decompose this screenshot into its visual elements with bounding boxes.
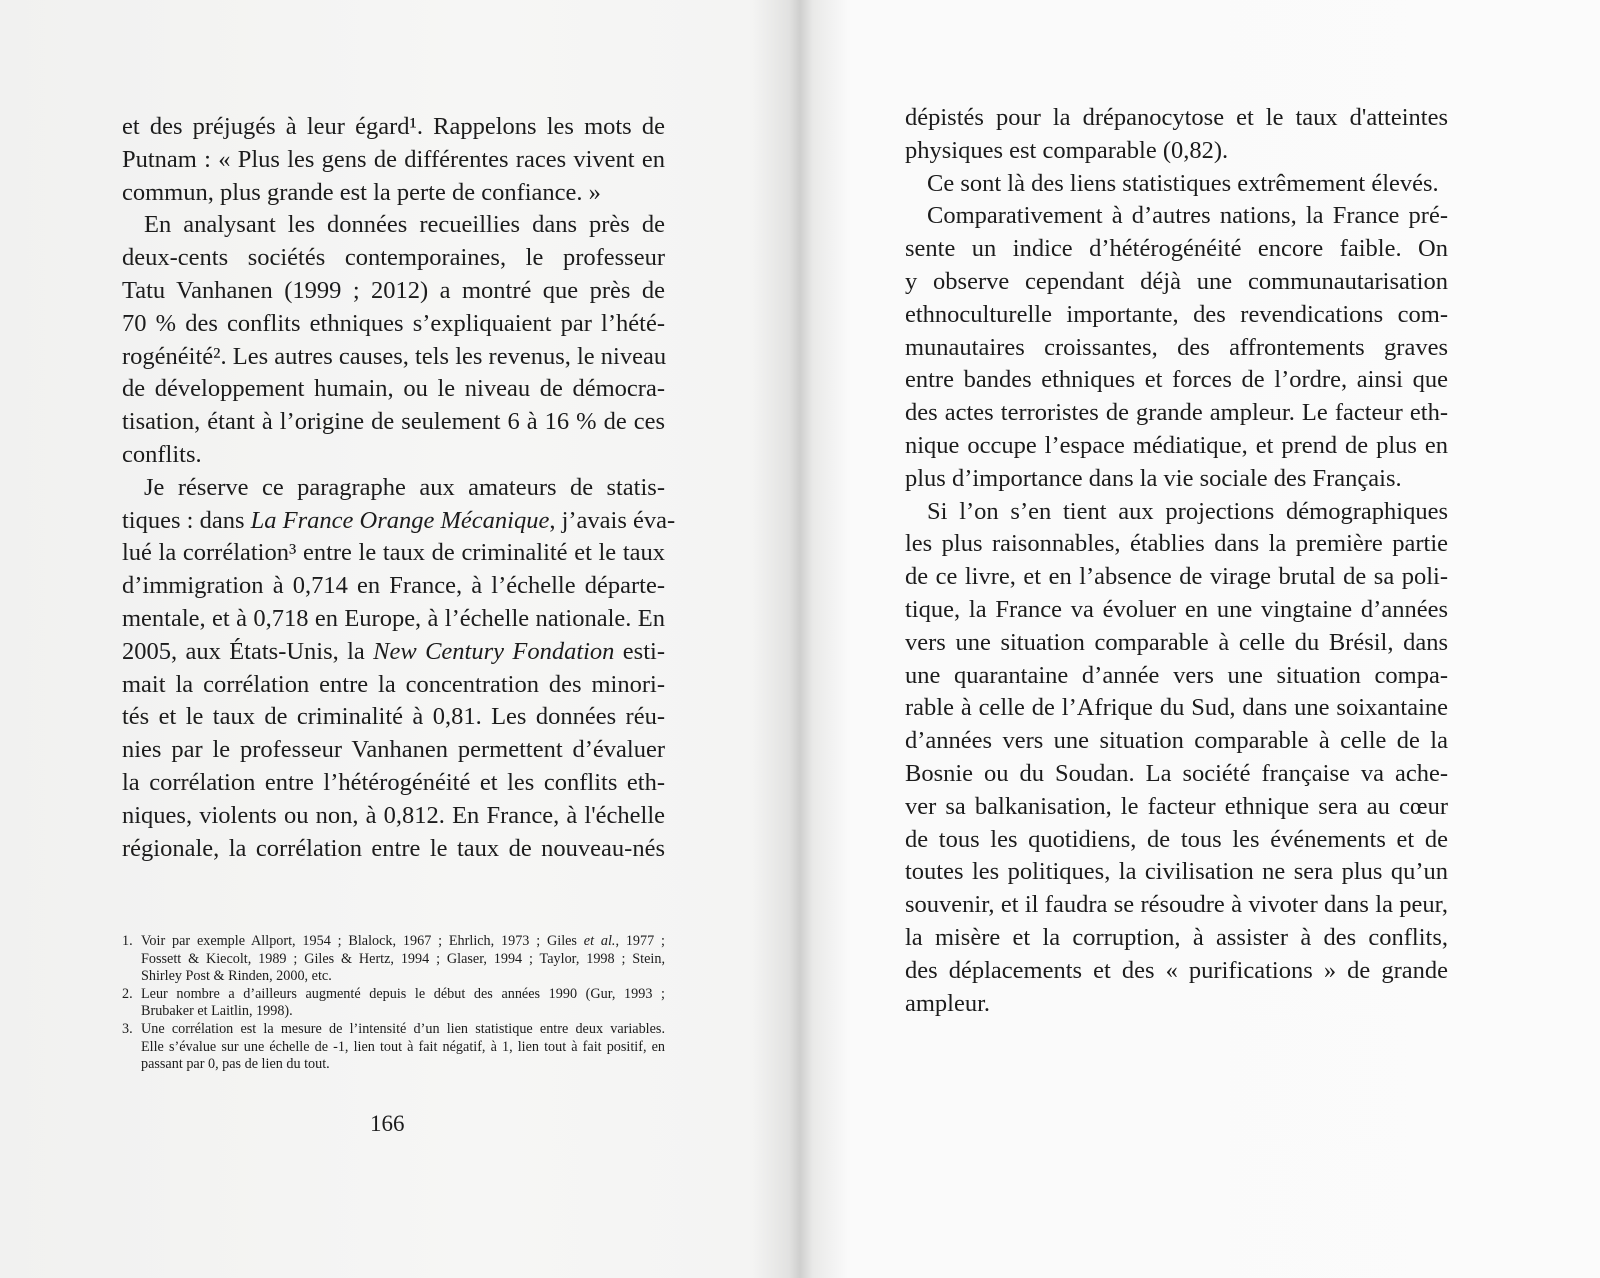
text-run: d’années vers une situation comparable à celle de la — [905, 727, 1448, 755]
footnote-text — [141, 933, 665, 986]
text-run: ampleur. — [905, 989, 991, 1017]
text-line — [905, 528, 1448, 561]
text-line — [122, 308, 665, 341]
text-line — [122, 242, 665, 275]
text-line — [122, 406, 665, 439]
text-line — [122, 833, 665, 866]
text-line — [905, 889, 1448, 922]
text-run: Je réserve ce paragraphe aux amateurs de statis- — [144, 473, 665, 501]
text-run: Tatu Vanhanen (1999 ; 2012) a montré que près de — [122, 276, 665, 304]
text-run: Bosnie ou du Soudan. La société française va ache- — [905, 759, 1448, 787]
text-run: tés et le taux de criminalité à 0,81. Les données réu- — [122, 703, 665, 731]
text-run: de développement humain, ou le niveau de démocra- — [122, 375, 665, 403]
footnote-text — [141, 1021, 665, 1074]
text-run: Ce sont là des liens statistiques extrêmement élevés. — [927, 169, 1439, 197]
text-run: Leur nombre a d’ailleurs augmenté depuis le début des années 1990 (Gur, 1993 ; — [141, 985, 665, 1002]
text-run: lué la corrélation³ entre le taux de criminalité et le taux — [122, 539, 665, 567]
text-line — [122, 209, 665, 242]
text-line — [905, 594, 1448, 627]
text-run: dépistés pour la drépanocytose et le taux d'atteintes — [905, 104, 1448, 131]
right-page-body-text — [905, 102, 1448, 1020]
text-line — [122, 275, 665, 308]
text-run: une quarantaine d’année vers une situation compa- — [905, 661, 1448, 689]
text-run: deux-cents sociétés contemporaines, le professeur — [122, 244, 665, 272]
text-line — [122, 570, 665, 603]
left-page-body-text — [122, 111, 676, 865]
footnote-number: 3. — [122, 1020, 133, 1037]
text-line — [905, 233, 1448, 266]
text-run: mait la corrélation entre la concentration des minori- — [122, 670, 665, 698]
text-line — [122, 373, 665, 406]
text-line — [122, 734, 665, 767]
text-run: tiques : dans — [122, 506, 251, 534]
text-run: Elle s’évalue sur une échelle de -1, lien tout à fait négatif, à 1, lien tout à fait positif, en — [141, 1038, 665, 1055]
footnote — [122, 933, 665, 986]
text-run: Si l’on s’en tient aux projections démographiques — [927, 497, 1448, 525]
text-line — [905, 988, 1448, 1021]
text-line — [122, 800, 665, 833]
footnote-line — [141, 1021, 665, 1039]
text-run: de tous les quotidiens, de tous les événements et de — [905, 825, 1448, 853]
text-line — [905, 692, 1448, 725]
text-run: mentale, et à 0,718 en Europe, à l’échelle nationale. En — [122, 604, 665, 632]
text-line — [122, 636, 665, 669]
text-run: , j’avais éva- — [549, 506, 676, 534]
text-run: Shirley Post & Rinden, 2000, etc. — [141, 968, 332, 985]
italic-text: New Century Fondation — [373, 637, 615, 665]
text-line — [905, 397, 1448, 430]
text-line — [905, 430, 1448, 463]
text-run: niques, violents ou non, à 0,812. En France, à l'échelle — [122, 801, 665, 829]
footnote-line — [141, 1003, 665, 1021]
text-line — [905, 660, 1448, 693]
text-run: En analysant les données recueillies dans près de — [144, 211, 665, 239]
text-run: régionale, la corrélation entre le taux de nouveau-nés — [122, 834, 665, 862]
text-line — [905, 102, 1448, 135]
text-line — [122, 144, 665, 177]
text-line — [905, 725, 1448, 758]
text-line — [122, 341, 665, 374]
text-run: y observe cependant déjà une communautarisation — [905, 267, 1448, 295]
text-line — [122, 177, 665, 210]
text-run: tisation, étant à l’origine de seulement 6 à 16 % de ces — [122, 408, 665, 436]
text-run: et des préjugés à leur égard¹. Rappelons les mots de — [122, 113, 665, 140]
text-run: Fossett & Kiecolt, 1989 ; Giles & Hertz, 1994 ; Glaser, 1994 ; Taylor, 1998 ; Stein, — [141, 950, 665, 967]
footnote-line — [141, 968, 665, 986]
text-line — [905, 496, 1448, 529]
text-run: de ce livre, et en l’absence de virage brutal de sa poli- — [905, 563, 1448, 591]
italic-text: La France Orange Mécanique — [250, 506, 550, 534]
text-line — [905, 135, 1448, 168]
text-run: sente un indice d’hétérogénéité encore faible. On — [905, 235, 1448, 263]
footnotes — [122, 933, 665, 1074]
text-run: esti- — [614, 637, 665, 665]
text-line — [122, 472, 665, 505]
text-run: , 1977 ; — [615, 933, 665, 949]
text-line — [905, 922, 1448, 955]
text-run: nies par le professeur Vanhanen permettent d’évaluer — [122, 736, 665, 764]
text-run: passant par 0, pas de lien du tout. — [141, 1056, 330, 1073]
text-line — [122, 439, 665, 472]
text-run: la corrélation entre l’hétérogénéité et les conflits eth- — [122, 768, 665, 796]
footnote-number: 1. — [122, 933, 133, 949]
text-run: conflits. — [122, 440, 202, 468]
text-line — [905, 332, 1448, 365]
text-run: 2005, aux États-Unis, la — [122, 637, 374, 665]
text-run: ethnoculturelle importante, des revendications com- — [905, 300, 1448, 328]
text-run: des déplacements et des « purifications » de grande — [905, 956, 1448, 984]
text-run: des actes terroristes de grande ampleur. Le facteur eth- — [905, 399, 1448, 427]
text-run: rogénéité². Les autres causes, tels les revenus, le niveau — [122, 342, 667, 370]
page-number: 166 — [370, 1111, 405, 1136]
text-run: Voir par exemple Allport, 1954 ; Blalock, 1967 ; Ehrlich, 1973 ; Giles — [141, 933, 584, 949]
text-run: toutes les politiques, la civilisation ne sera plus qu’un — [905, 858, 1448, 886]
text-run: 70 % des conflits ethniques s’expliquaient par l’hété- — [122, 309, 665, 337]
text-run: Putnam : « Plus les gens de différentes races vivent en — [122, 145, 665, 173]
text-line — [122, 603, 665, 636]
text-line — [905, 955, 1448, 988]
footnote-line — [141, 1039, 665, 1057]
footnote-line — [141, 933, 665, 951]
text-line — [122, 111, 665, 144]
text-run: les plus raisonnables, établies dans la première partie — [905, 530, 1448, 558]
footnote-line — [141, 986, 665, 1004]
text-line — [905, 758, 1448, 791]
footnote — [122, 1021, 665, 1074]
text-run: la misère et la corruption, à assister à des conflits, — [905, 923, 1448, 951]
text-run: Brubaker et Laitlin, 1998). — [141, 1003, 293, 1020]
text-run: munautaires croissantes, des affrontements graves — [905, 333, 1448, 361]
text-run: commun, plus grande est la perte de confiance. » — [122, 178, 601, 206]
text-line — [122, 767, 665, 800]
text-line — [122, 669, 665, 702]
text-run: rable à celle de l’Afrique du Sud, dans une soixantaine — [905, 694, 1448, 722]
text-line — [122, 505, 676, 538]
text-run: d’immigration à 0,714 en France, à l’échelle départe- — [122, 572, 665, 600]
text-line — [905, 824, 1448, 857]
text-line — [905, 627, 1448, 660]
text-run: entre bandes ethniques et forces de l’ordre, ainsi que — [905, 366, 1448, 394]
footnote-line — [141, 1056, 665, 1074]
text-line — [905, 791, 1448, 824]
footnote-number: 2. — [122, 985, 133, 1002]
text-run: nique occupe l’espace médiatique, et prend de plus en — [905, 431, 1448, 459]
text-line — [122, 701, 665, 734]
text-run: Une corrélation est la mesure de l’intensité d’un lien statistique entre deux variables. — [141, 1020, 665, 1037]
text-line — [905, 561, 1448, 594]
text-run: vers une situation comparable à celle du Brésil, dans — [905, 628, 1448, 656]
text-run: ver sa balkanisation, le facteur ethnique sera au cœur — [905, 792, 1448, 820]
text-line — [122, 537, 665, 570]
text-line — [905, 200, 1448, 233]
text-run: souvenir, et il faudra se résoudre à vivoter dans la peur, — [905, 891, 1448, 919]
text-line — [905, 856, 1448, 889]
text-line — [905, 266, 1448, 299]
footnote — [122, 986, 665, 1021]
text-run: tique, la France va évoluer en une vingtaine d’années — [905, 595, 1448, 623]
text-run: Comparativement à d’autres nations, la France pré- — [927, 202, 1448, 230]
text-line — [905, 364, 1448, 397]
text-line — [905, 463, 1448, 496]
italic-text: et al. — [583, 933, 616, 949]
text-line — [905, 299, 1448, 332]
footnote-line — [141, 951, 665, 969]
text-line — [905, 168, 1448, 201]
footnote-text — [141, 986, 665, 1021]
text-run: physiques est comparable (0,82). — [905, 136, 1229, 164]
text-run: plus d’importance dans la vie sociale des Français. — [905, 464, 1402, 492]
